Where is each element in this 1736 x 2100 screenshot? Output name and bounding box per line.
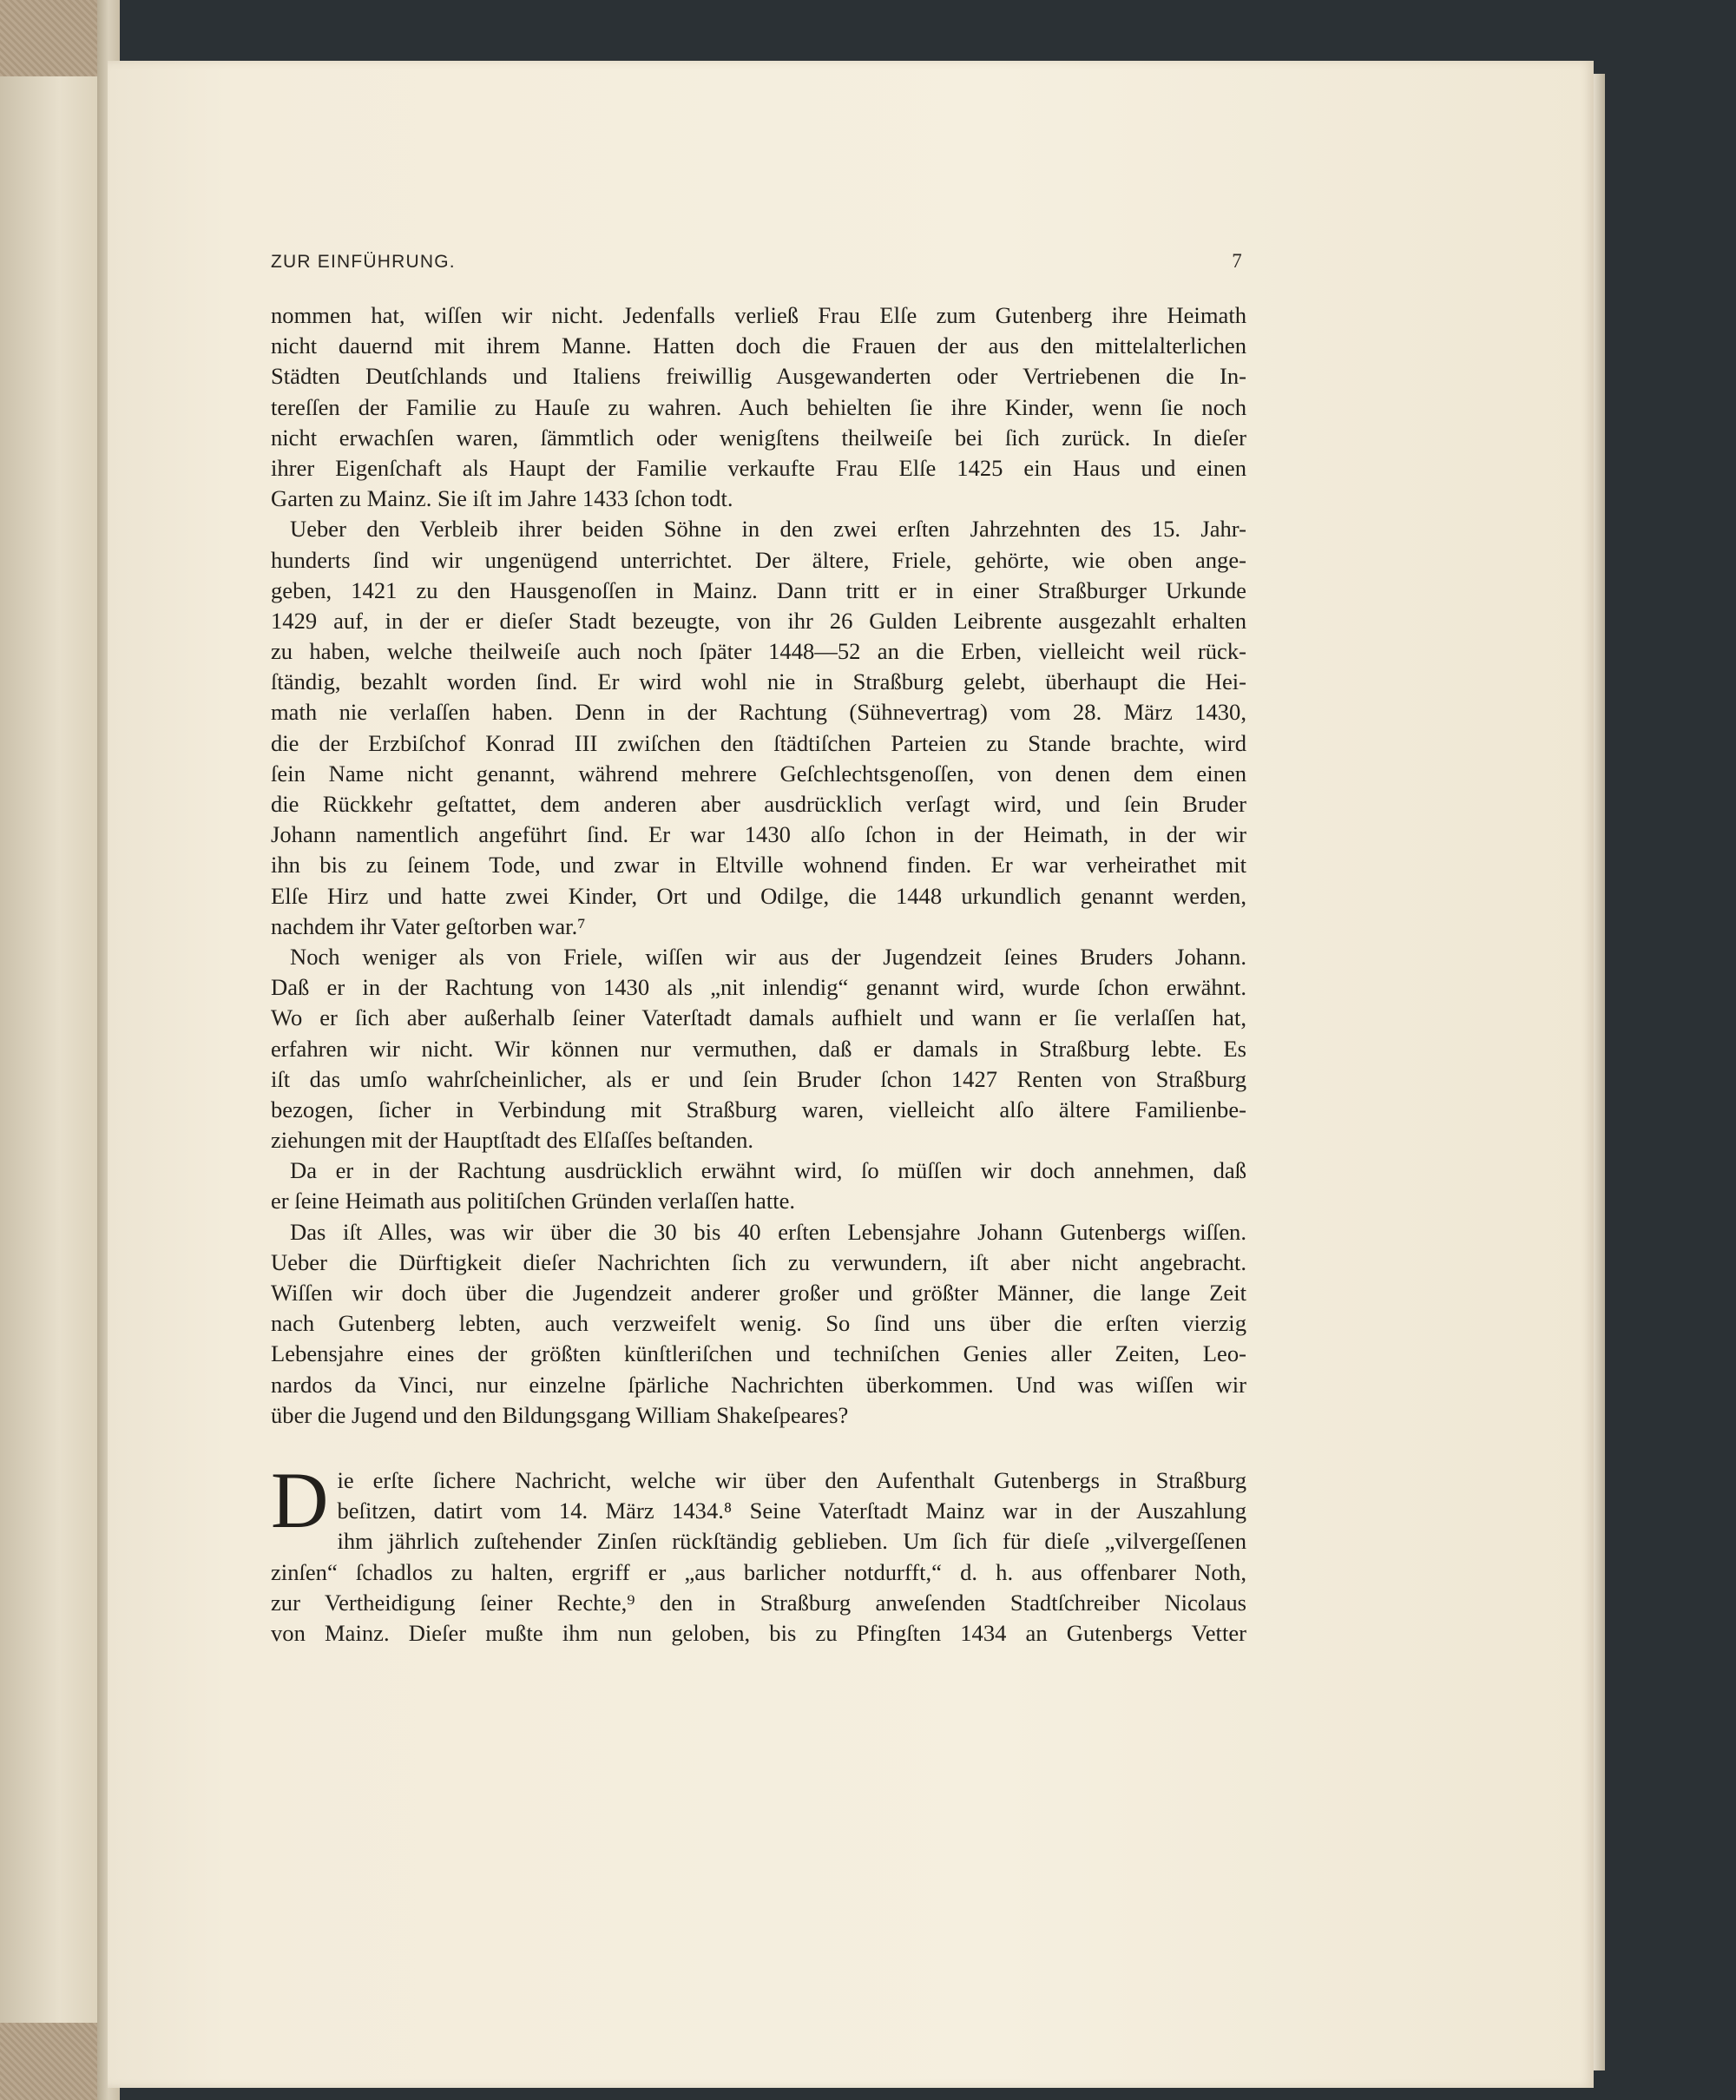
- text-line: ihm jährlich zuſtehender Zinſen rückſtändig geblieben. Um ſich für dieſe „vilvergeſſenen: [337, 1528, 1246, 1555]
- text-line: Das iſt Alles, was wir über die 30 bis 40 erſten Lebensjahre Johann Gutenbergs wiſſen.: [290, 1218, 1246, 1245]
- section-break: [271, 1431, 1246, 1465]
- text-line: nicht erwachſen waren, ſämmtlich oder wenigſtens theilweiſe bei ſich zurück. In dieſer: [271, 424, 1246, 451]
- text-line: Daß er in der Rachtung von 1430 als „nit inlendig“ genannt wird, wurde ſchon erwähnt.: [271, 974, 1246, 1001]
- text-line: Johann namentlich angeführt ſind. Er war 1430 alſo ſchon in der Heimath, in der wir: [271, 821, 1246, 848]
- page-number: 7: [1232, 250, 1243, 272]
- text-line: nachdem ihr Vater geſtorben war.⁷: [271, 912, 586, 939]
- text-block: [271, 300, 1246, 1649]
- text-line: erfahren wir nicht. Wir können nur vermuthen, daß er damals in Straßburg lebte. Es: [271, 1035, 1246, 1062]
- section-paragraph: [271, 1455, 1246, 1649]
- text-line: er ſeine Heimath aus politiſchen Gründen verlaſſen hatte.: [271, 1188, 796, 1215]
- text-line: ihrer Eigenſchaft als Haupt der Familie verkaufte Frau Elſe 1425 ein Haus und einen: [271, 454, 1246, 481]
- text-line: Ueber die Dürftigkeit dieſer Nachrichten ſich zu verwundern, iſt aber nicht angebracht.: [271, 1248, 1246, 1275]
- text-line: Elſe Hirz und hatte zwei Kinder, Ort und Odilge, die 1448 urkundlich genannt werden,: [271, 882, 1246, 909]
- text-line: tereſſen der Familie zu Hauſe zu wahren. Auch behielten ſie ihre Kinder, wenn ſie noch: [271, 393, 1246, 420]
- text-line: Ueber den Verbleib ihrer beiden Söhne in den zwei erſten Jahrzehnten des 15. Jahr-: [290, 516, 1246, 543]
- text-line: nicht dauernd mit ihrem Manne. Hatten doch die Frauen der aus den mittelalterlichen: [271, 332, 1246, 359]
- text-line: die der Erzbiſchof Konrad III zwiſchen den ſtädtiſchen Parteien zu Stande brachte, wird: [271, 729, 1246, 756]
- cover-cloth-bottom: [0, 2023, 102, 2100]
- text-line: math nie verlaſſen haben. Denn in der Rachtung (Sühnevertrag) vom 28. März 1430,: [271, 699, 1246, 726]
- text-line: Wo er ſich aber außerhalb ſeiner Vaterſtadt damals aufhielt und wann er ſie verlaſſen hat,: [271, 1004, 1246, 1031]
- text-line: hunderts ſind wir ungenügend unterrichtet. Der ältere, Friele, gehörte, wie oben ange-: [271, 546, 1246, 573]
- paragraph: [271, 1217, 1246, 1431]
- running-head-title: ZUR EINFÜHRUNG.: [271, 252, 456, 272]
- text-line: ſtändig, bezahlt worden ſind. Er wird wohl nie in Straßburg gelebt, überhaupt die Hei-: [271, 668, 1246, 695]
- text-line: über die Jugend und den Bildungsgang William Shakeſpeares?: [271, 1401, 849, 1428]
- text-line: die Rückkehr geſtattet, dem anderen aber ausdrücklich verſagt wird, und ſein Bruder: [271, 791, 1246, 817]
- body-paragraphs: [271, 300, 1246, 1431]
- text-line: beſitzen, datirt vom 14. März 1434.⁸ Seine Vaterſtadt Mainz war in der Auszahlung: [337, 1498, 1246, 1524]
- text-line: Noch weniger als von Friele, wiſſen wir aus der Jugendzeit ſeines Bruders Johann.: [290, 943, 1246, 970]
- drop-cap-initial: D: [271, 1455, 329, 1544]
- cover-cloth-top: [0, 0, 102, 76]
- text-line: Da er in der Rachtung ausdrücklich erwähnt wird, ſo müſſen wir doch annehmen, daß: [290, 1157, 1246, 1184]
- text-line: Garten zu Mainz. Sie iſt im Jahre 1433 ſchon todt.: [271, 485, 733, 512]
- paragraph: [271, 300, 1246, 514]
- text-line: ihn bis zu ſeinem Tode, und zwar in Eltville wohnend finden. Er war verheirathet mit: [271, 852, 1246, 879]
- running-head: [271, 248, 1243, 283]
- text-line: 1429 auf, in der er dieſer Stadt bezeugte, von ihr 26 Gulden Leibrente ausgezahlt erhalten: [271, 607, 1246, 634]
- text-line: nardos da Vinci, nur einzelne ſpärliche Nachrichten überkommen. Und was wiſſen wir: [271, 1371, 1246, 1398]
- paragraph: [271, 514, 1246, 942]
- text-line: Städten Deutſchlands und Italiens freiwillig Ausgewanderten oder Vertriebenen die In-: [271, 363, 1246, 390]
- text-line: bezogen, ſicher in Verbindung mit Straßburg waren, vielleicht alſo ältere Familienbe-: [271, 1096, 1246, 1122]
- text-line: ziehungen mit der Hauptſtadt des Elſaſſes beſtanden.: [271, 1127, 754, 1154]
- paragraph: [271, 942, 1246, 1155]
- text-line: zu haben, welche theilweiſe auch noch ſpäter 1448—52 an die Erben, vielleicht weil rück-: [271, 638, 1246, 665]
- previous-page-edge: [0, 0, 108, 2100]
- text-line: nach Gutenberg lebten, auch verzweifelt wenig. So ſind uns über die erſten vierzig: [271, 1310, 1246, 1337]
- paragraph: [271, 1155, 1246, 1216]
- text-line: nommen hat, wiſſen wir nicht. Jedenfalls verließ Frau Elſe zum Gutenberg ihre Heimath: [271, 302, 1246, 328]
- text-line: geben, 1421 zu den Hausgenoſſen in Mainz. Dann tritt er in einer Straßburger Urkunde: [271, 576, 1246, 603]
- text-line: Lebensjahre eines der größten künſtleriſchen und techniſchen Genies aller Zeiten, Leo-: [271, 1340, 1246, 1367]
- text-line: zur Vertheidigung ſeiner Rechte,⁹ den in Straßburg anweſenden Stadtſchreiber Nicolaus: [271, 1589, 1246, 1616]
- text-line: iſt das umſo wahrſcheinlicher, als er und ſein Bruder ſchon 1427 Renten von Straßburg: [271, 1065, 1246, 1092]
- text-line: zinſen“ ſchadlos zu halten, ergriff er „aus barlicher notdurfft,“ d. h. aus offenbarer Noth,: [271, 1558, 1246, 1585]
- text-line: Wiſſen wir doch über die Jugendzeit anderer großer und größter Männer, die lange Zeit: [271, 1280, 1246, 1306]
- text-line: ſein Name nicht genannt, während mehrere Geſchlechtsgenoſſen, von denen dem einen: [271, 760, 1246, 787]
- text-line: von Mainz. Dieſer mußte ihm nun geloben, bis zu Pfingſten 1434 an Gutenbergs Vetter: [271, 1619, 1246, 1646]
- text-line: ie erſte ſichere Nachricht, welche wir über den Aufenthalt Gutenbergs in Straßburg: [337, 1466, 1246, 1493]
